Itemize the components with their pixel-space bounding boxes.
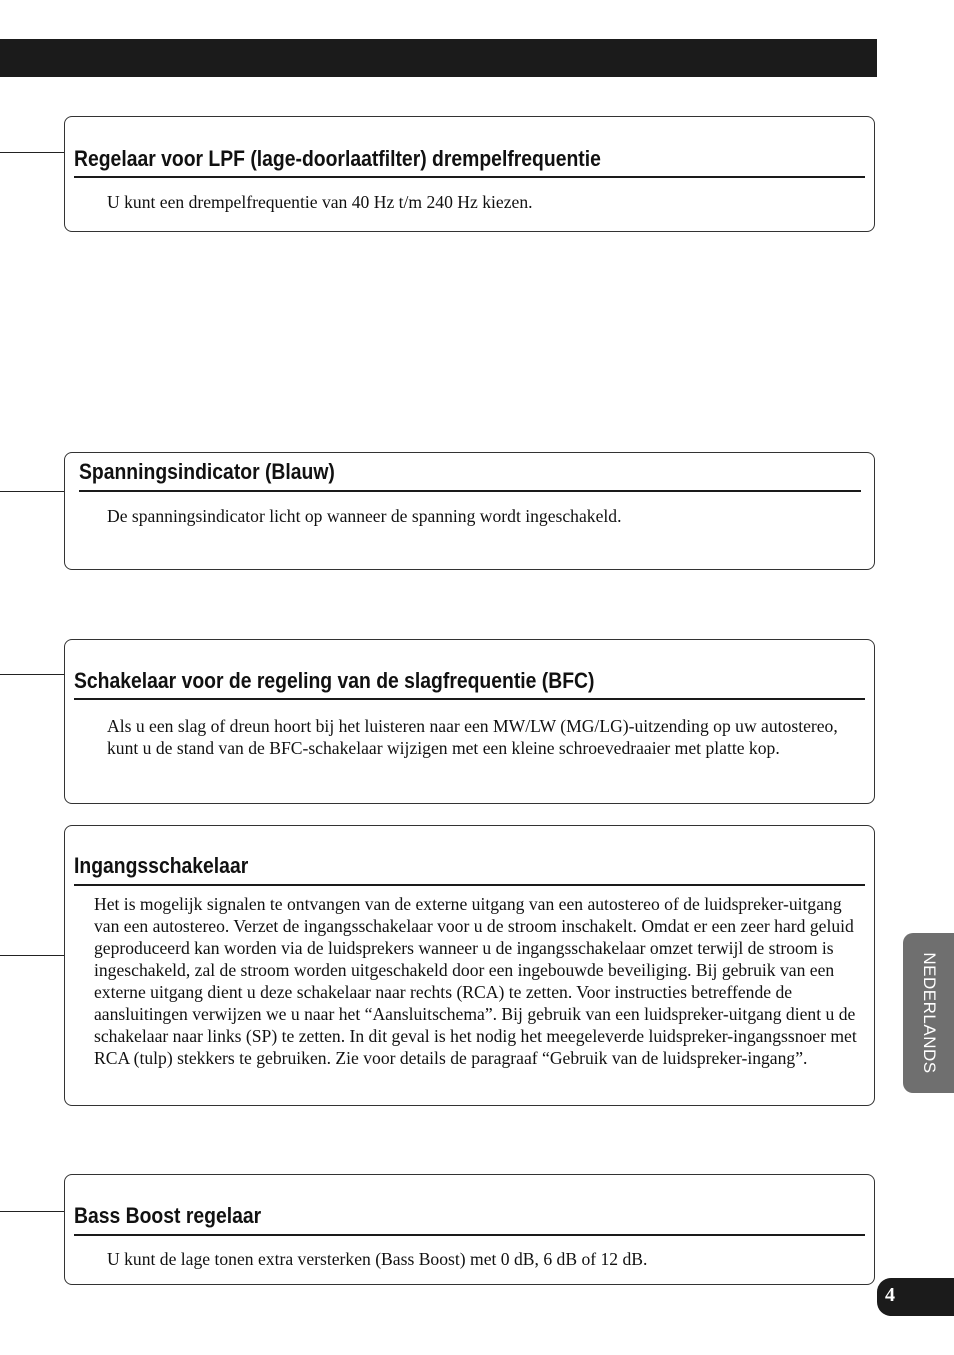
section-body: Het is mogelijk signalen te ontvangen van de externe uitgang van een autostereo of de luidspreker-uitgang van een autostereo. Verzet de ingangsschakelaar voor u de stroom inschakelt. Omdat er een zeer hard geluid geproduceerd kan worden via de luidsprekers wanneer u de ingangsschakelaar omzet terwijl de stroom is ingeschakeld, zal de stroom worden uitgeschakeld door een ingebouwde beveiliging. Bij gebruik van een externe uitgang dient u deze schakelaar naar rechts (RCA) te zetten. Voor instructies betreffende de aansluitingen verwijzen we u naar het “Aansluitschema”. Bij gebruik van een luidspreker-uitgang dient u de schakelaar naar links (SP) te zetten. In dit geval is het nodig het meegeleverde luidspreker-ingangssnoer met RCA (tulp) stekkers te gebruiken. Zie voor details de paragraaf “Gebruik van de luidspreker-ingang”. (94, 894, 857, 1068)
heading-rule (79, 490, 861, 492)
language-tab (903, 933, 954, 1093)
section-bass-boost (64, 1174, 875, 1285)
leader-line (0, 955, 64, 956)
section-heading: Spanningsindicator (Blauw) (79, 459, 335, 484)
leader-line (0, 1211, 64, 1212)
section-heading: Schakelaar voor de regeling van de slagfrequentie (BFC) (74, 668, 595, 693)
section-body: U kunt de lage tonen extra versterken (Bass Boost) met 0 dB, 6 dB of 12 dB. (107, 1249, 648, 1269)
section-heading: Bass Boost regelaar (74, 1203, 262, 1228)
heading-rule (74, 176, 865, 178)
leader-line (0, 152, 64, 153)
heading-rule (74, 884, 865, 886)
section-lpf (64, 116, 875, 232)
header-bar (0, 39, 877, 77)
section-power-indicator (64, 452, 875, 570)
section-input-switch (64, 825, 875, 1106)
leader-line (0, 491, 64, 492)
page-number: 4 (885, 1284, 895, 1306)
language-tab-label: NEDERLANDS (919, 952, 939, 1074)
section-body: Als u een slag of dreun hoort bij het luisteren naar een MW/LW (MG/LG)-uitzending op uw autostereo, kunt u de stand van de BFC-schakelaar wijzigen met een kleine schroevedraaier met platte kop. (107, 716, 838, 758)
leader-line (0, 674, 64, 675)
heading-rule (74, 1234, 865, 1236)
section-body: U kunt een drempelfrequentie van 40 Hz t/m 240 Hz kiezen. (107, 192, 533, 212)
section-bfc (64, 639, 875, 804)
heading-rule (74, 698, 865, 700)
page-number-tab (877, 1278, 954, 1316)
section-body: De spanningsindicator licht op wanneer de spanning wordt ingeschakeld. (107, 506, 622, 526)
section-heading: Regelaar voor LPF (lage-doorlaatfilter) drempelfrequentie (74, 146, 601, 171)
section-heading: Ingangsschakelaar (74, 853, 249, 878)
